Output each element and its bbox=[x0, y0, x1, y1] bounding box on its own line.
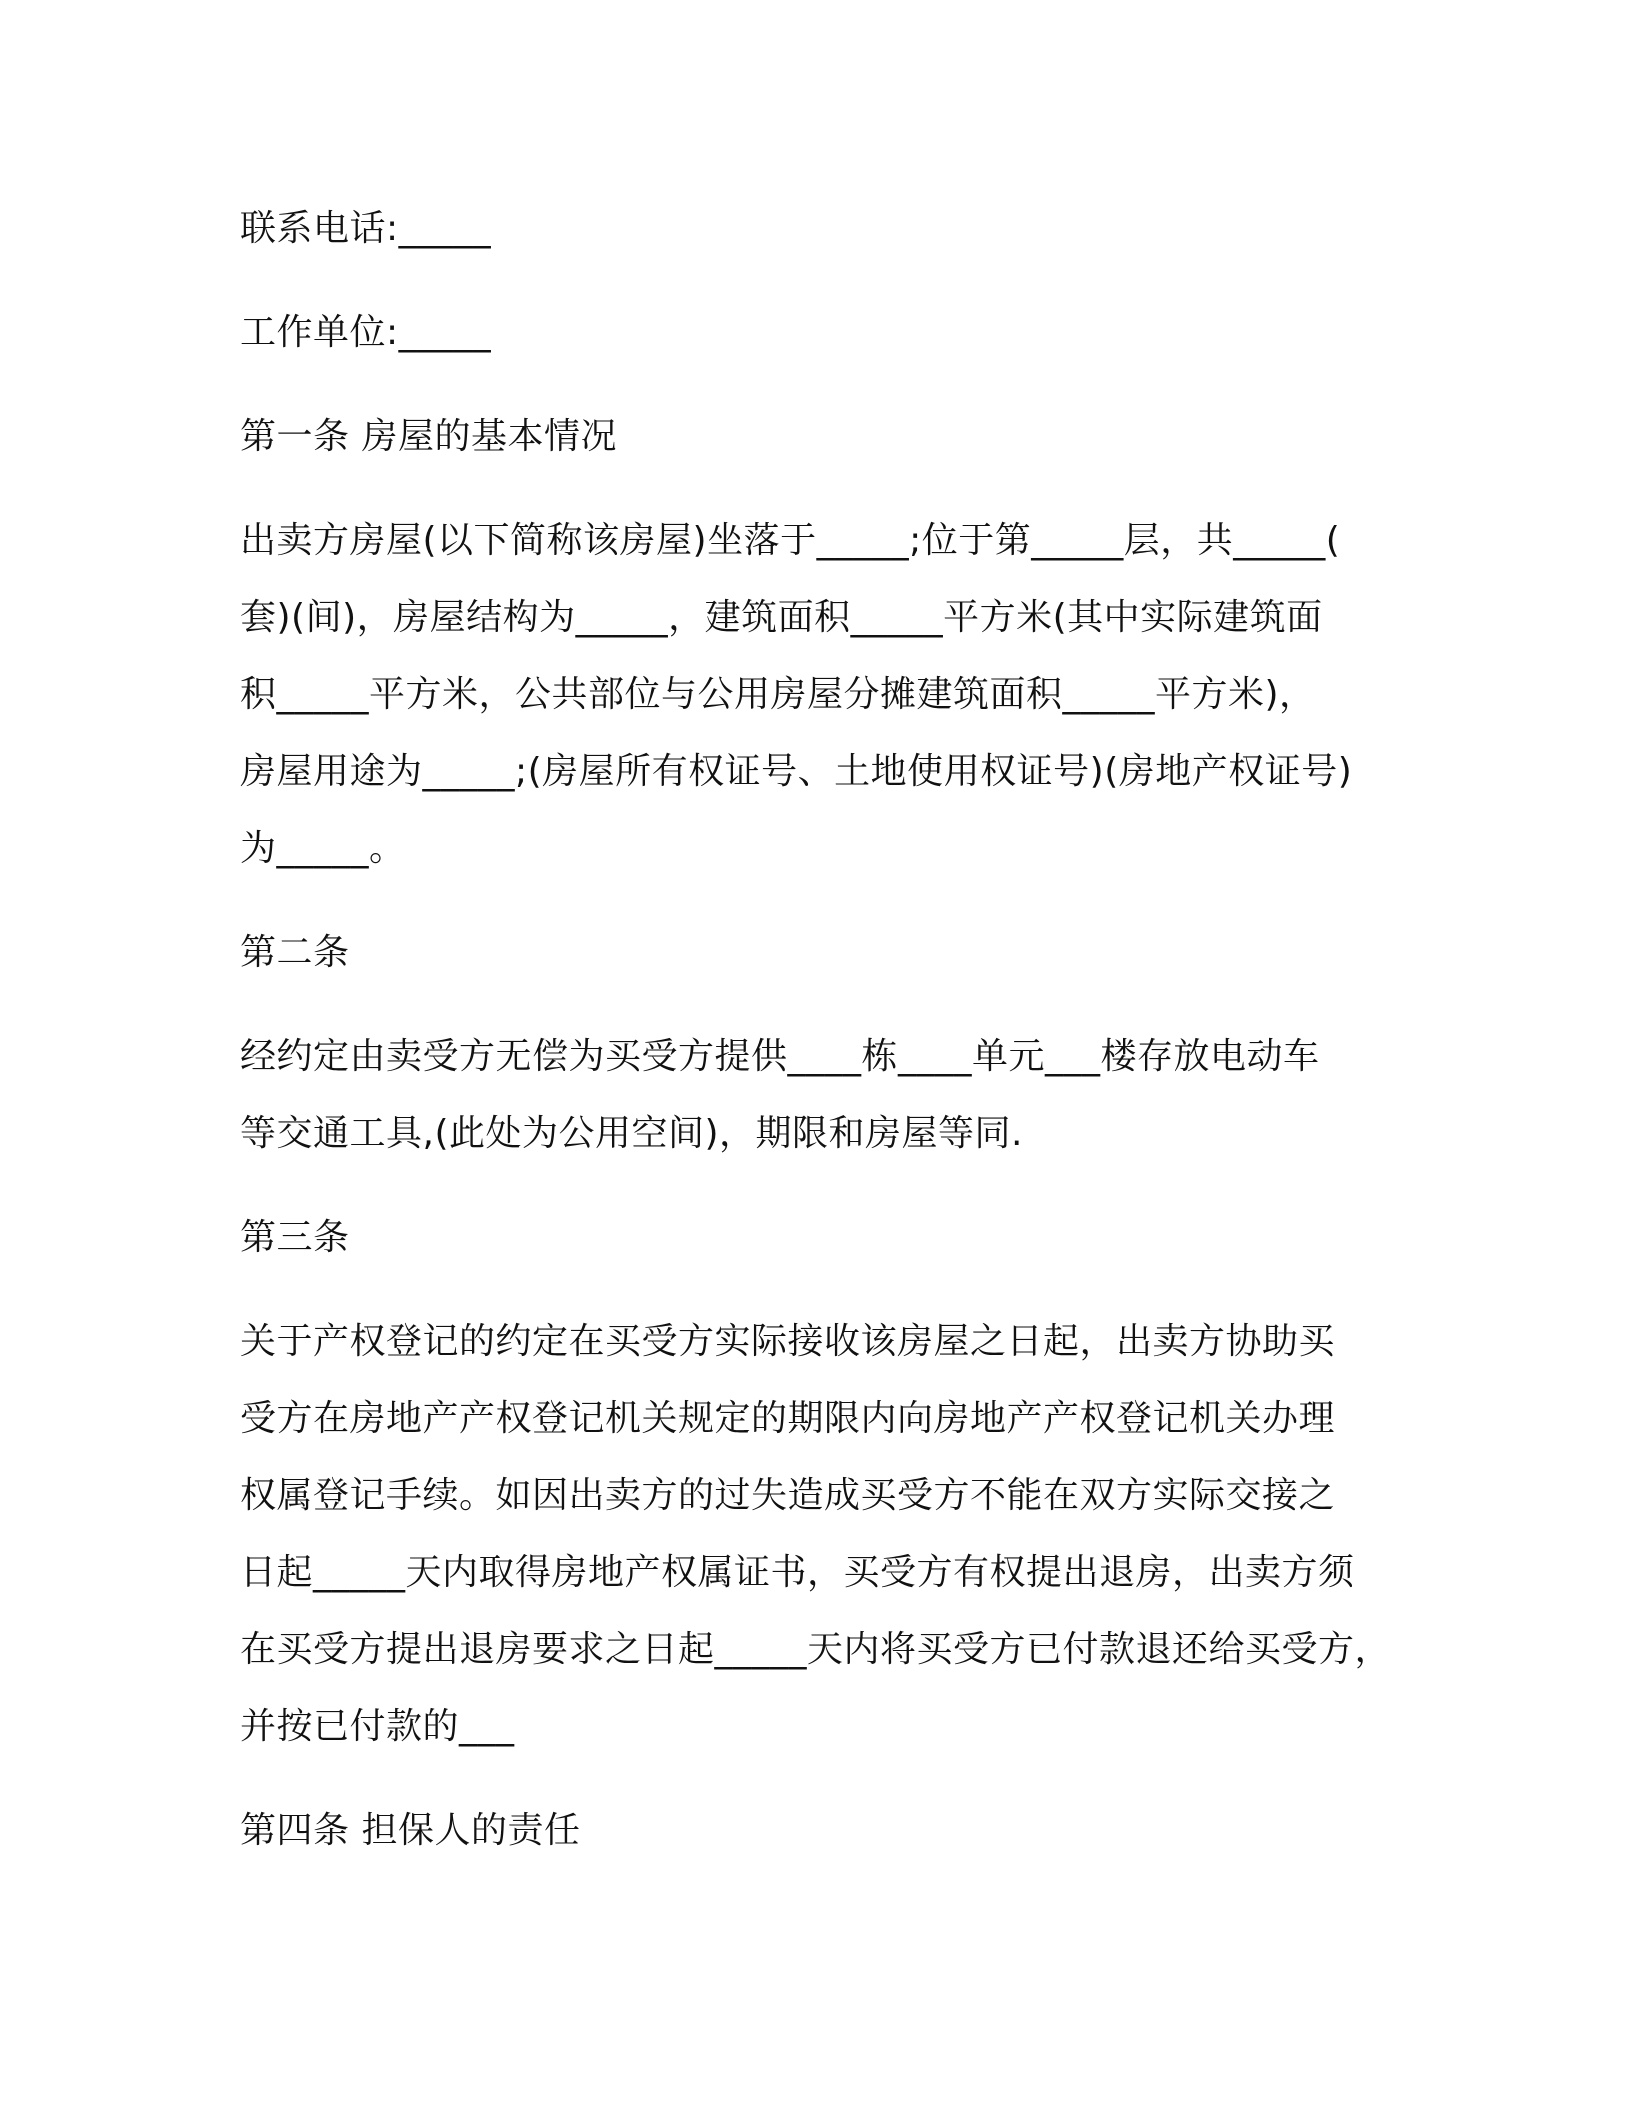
article2-heading: 第二条 bbox=[240, 932, 350, 973]
article1-text-line: 出卖方房屋(以下简称该房屋)坐落于_____;位于第_____层，共_____( bbox=[240, 520, 1341, 561]
work-unit-line: 工作单位:_____ bbox=[240, 312, 492, 353]
article1-text-line: 积_____平方米，公共部位与公用房屋分摊建筑面积_____平方米)， bbox=[240, 674, 1316, 715]
contact-phone-line: 联系电话:_____ bbox=[240, 208, 492, 249]
article2-text-line: 等交通工具,(此处为公用空间)，期限和房屋等同. bbox=[240, 1113, 1023, 1154]
article3-heading: 第三条 bbox=[240, 1217, 350, 1258]
article1-text-line: 为_____。 bbox=[240, 828, 406, 869]
article3-text-line: 并按已付款的___ bbox=[240, 1706, 515, 1747]
article3-text-line: 在买受方提出退房要求之日起_____天内将买受方已付款退还给买受方， bbox=[240, 1629, 1392, 1670]
article3-text-line: 权属登记手续。如因出卖方的过失造成买受方不能在双方实际交接之 bbox=[240, 1475, 1336, 1516]
article2-text-line: 经约定由卖受方无偿为买受方提供____栋____单元___楼存放电动车 bbox=[240, 1036, 1320, 1077]
article1-text-line: 房屋用途为_____;(房屋所有权证号、土地使用权证号)(房地产权证号) bbox=[240, 751, 1353, 792]
article3-text-line: 关于产权登记的约定在买受方实际接收该房屋之日起，出卖方协助买 bbox=[240, 1321, 1336, 1362]
article1-text-line: 套)(间)，房屋结构为_____，建筑面积_____平方米(其中实际建筑面 bbox=[240, 597, 1323, 638]
article1-heading: 第一条 房屋的基本情况 bbox=[240, 416, 617, 457]
document-body bbox=[240, 190, 1420, 1869]
article4-heading: 第四条 担保人的责任 bbox=[240, 1810, 581, 1851]
article3-text-line: 日起_____天内取得房地产权属证书，买受方有权提出退房，出卖方须 bbox=[240, 1552, 1355, 1593]
article3-text-line: 受方在房地产产权登记机关规定的期限内向房地产产权登记机关办理 bbox=[240, 1398, 1336, 1439]
